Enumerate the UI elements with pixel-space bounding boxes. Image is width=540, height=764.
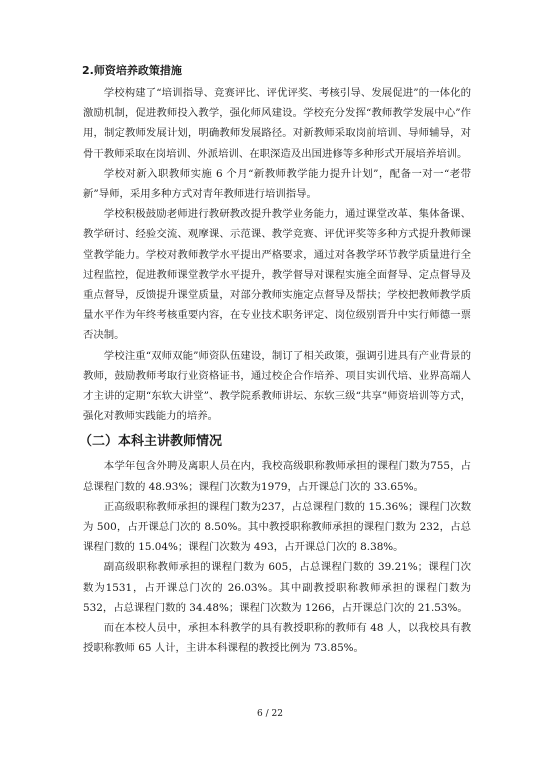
paragraph: 学校对新入职教师实施 6 个月“新教师教学能力提升计划”，配备一对一“老带新”导师，采用多种方式对青年教师进行培训指导。 (83, 167, 471, 201)
paragraph: 学校注重“双师双能”师资队伍建设，制订了相关政策，强调引进具有产业背景的教师，鼓励教师考取行业资格证书，通过校企合作培养、项目实训代培、业界高端人才主讲的定期“东软大讲堂”、教学院系教师讲坛、东软三级“共享”师资培训等方式，强化对教师实践能力的培养。 (83, 349, 471, 423)
paragraph: 学校积极鼓励老师进行教研教改提升教学业务能力，通过课堂改革、集体备课、教学研讨、经验交流、观摩课、示范课、教学竞赛、评优评奖等多种方式提升教师课堂教学能力。学校对教师教学水平提出严格要求，通过对各教学环节教学质量进行全过程监控，促进教师课堂教学水平提升，教学督导对课程实施全面督导、定点督导及重点督导，反馈提升课堂质量，对部分教师实施定点督导及帮扶；学校把教师教学质量水平作为年终考核重要内容，在专业技术职务评定、岗位级别晋升中实行师德一票否决制。 (83, 208, 471, 342)
paragraph: 副高级职称教师承担的课程门数为 605，占总课程门数的 39.21%；课程门次数为1531，占开课总门次的 26.03%。其中副教授职称教师承担的课程门数为 532，占总课程门数的 34.48%；课程门次数为 1266，占开课总门次的 21.53%。 (83, 561, 471, 614)
page-content (79, 61, 471, 658)
subsection-heading: 2.师资培养政策措施 (82, 64, 182, 77)
paragraph: 学校构建了“培训指导、竞赛评比、评优评奖、考核引导、发展促进”的一体化的激励机制，促进教师投入教学，强化师风建设。学校充分发挥“教师教学发展中心”作用，制定教师发展计划，明确教师发展路径。对新教师采取岗前培训、导师辅导，对骨干教师采取在岗培训、外派培训、在职深造及出国进修等多种形式开展培养培训。 (83, 87, 471, 160)
paragraph: 本学年包含外聘及离职人员在内，我校高级职称教师承担的课程门数为755，占总课程门数的 48.93%；课程门次数为1979，占开课总门次的 33.65%。 (83, 460, 471, 493)
section-heading: （二）本科主讲教师情况 (79, 434, 223, 450)
paragraph: 而在本校人员中，承担本科教学的具有教授职称的教师有 48 人，以我校具有教授职称教师 65 人计，主讲本科课程的教授比例为 73.85%。 (83, 622, 471, 655)
paragraph: 正高级职称教师承担的课程门数为237，占总课程门数的 15.36%；课程门次数为 500，占开课总门次的 8.50%。其中教授职称教师承担的课程门数为 232，占总课程门数的 15.04%；课程门次数为 493，占开课总门次的 8.38%。 (83, 500, 471, 554)
page-number: 6 / 22 (257, 709, 283, 719)
